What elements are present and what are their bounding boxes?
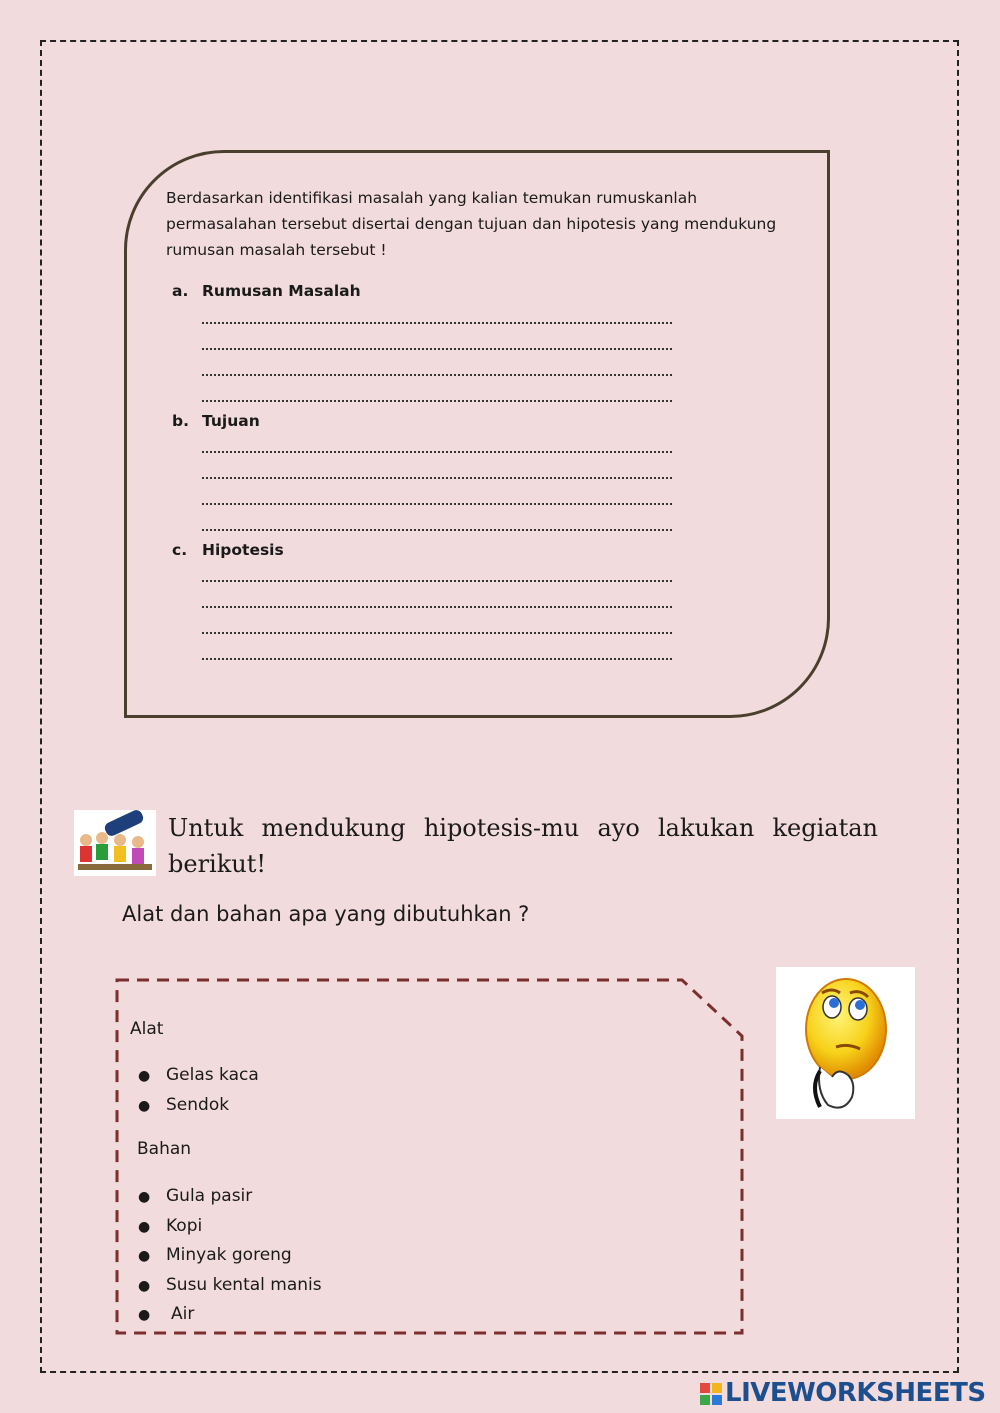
answer-line[interactable] (202, 322, 672, 324)
answer-line[interactable] (202, 477, 672, 479)
list-item (138, 1065, 259, 1085)
thinking-face-icon (776, 967, 915, 1119)
answer-line[interactable] (202, 400, 672, 402)
answer-line[interactable] (202, 632, 672, 634)
instruction-text: Berdasarkan identifikasi masalah yang kalian temukan rumuskanlah permasalahan tersebut disertai dengan tujuan dan hipotesis yang mendukung rumusan masalah tersebut ! (166, 189, 777, 259)
bahan-label: Bahan (137, 1139, 192, 1159)
bullet: ● (138, 1248, 151, 1264)
answer-line[interactable] (202, 529, 672, 531)
item-text: Air (171, 1304, 195, 1324)
alat-label: Alat (130, 1019, 164, 1039)
section-tujuan (172, 412, 260, 430)
thinking-emoji-image (776, 967, 915, 1119)
section-rumusan-masalah (172, 282, 361, 300)
answer-line[interactable] (202, 503, 672, 505)
materials-question: Alat dan bahan apa yang dibutuhkan ? (122, 902, 530, 926)
section-letter: a. (172, 282, 189, 300)
bullet: ● (138, 1278, 151, 1294)
answer-line[interactable] (202, 658, 672, 660)
logo-squares-icon (700, 1383, 722, 1405)
list-item (138, 1275, 322, 1295)
activity-heading-line1: Untuk mendukung hipotesis-mu ayo lakukan kegiatan (168, 814, 878, 842)
section-hipotesis (172, 541, 284, 559)
list-item (138, 1245, 292, 1265)
section-letter: c. (172, 541, 188, 559)
item-text: Minyak goreng (166, 1245, 292, 1265)
bullet: ● (138, 1307, 151, 1323)
bullet: ● (138, 1219, 151, 1235)
answer-line[interactable] (202, 374, 672, 376)
answer-line[interactable] (202, 606, 672, 608)
list-item (138, 1304, 194, 1324)
item-text: Susu kental manis (166, 1275, 322, 1295)
section-title: Rumusan Masalah (202, 282, 361, 300)
item-text: Kopi (166, 1216, 203, 1236)
list-item (138, 1216, 202, 1236)
answer-line[interactable] (202, 451, 672, 453)
bullet: ● (138, 1068, 151, 1084)
section-letter: b. (172, 412, 189, 430)
kids-telescope-illustration (74, 810, 156, 876)
item-text: Gula pasir (166, 1186, 253, 1206)
section-title: Hipotesis (202, 541, 284, 559)
item-text: Gelas kaca (166, 1065, 259, 1085)
bullet: ● (138, 1189, 151, 1205)
liveworksheets-logo (700, 1378, 986, 1408)
item-text: Sendok (166, 1095, 230, 1115)
list-item (138, 1186, 252, 1206)
logo-text: LIVEWORKSHEETS (725, 1378, 986, 1408)
answer-line[interactable] (202, 348, 672, 350)
bullet: ● (138, 1098, 151, 1114)
section-title: Tujuan (202, 412, 260, 430)
activity-heading-line2: berikut! (168, 850, 267, 878)
list-item (138, 1095, 229, 1115)
answer-line[interactable] (202, 580, 672, 582)
